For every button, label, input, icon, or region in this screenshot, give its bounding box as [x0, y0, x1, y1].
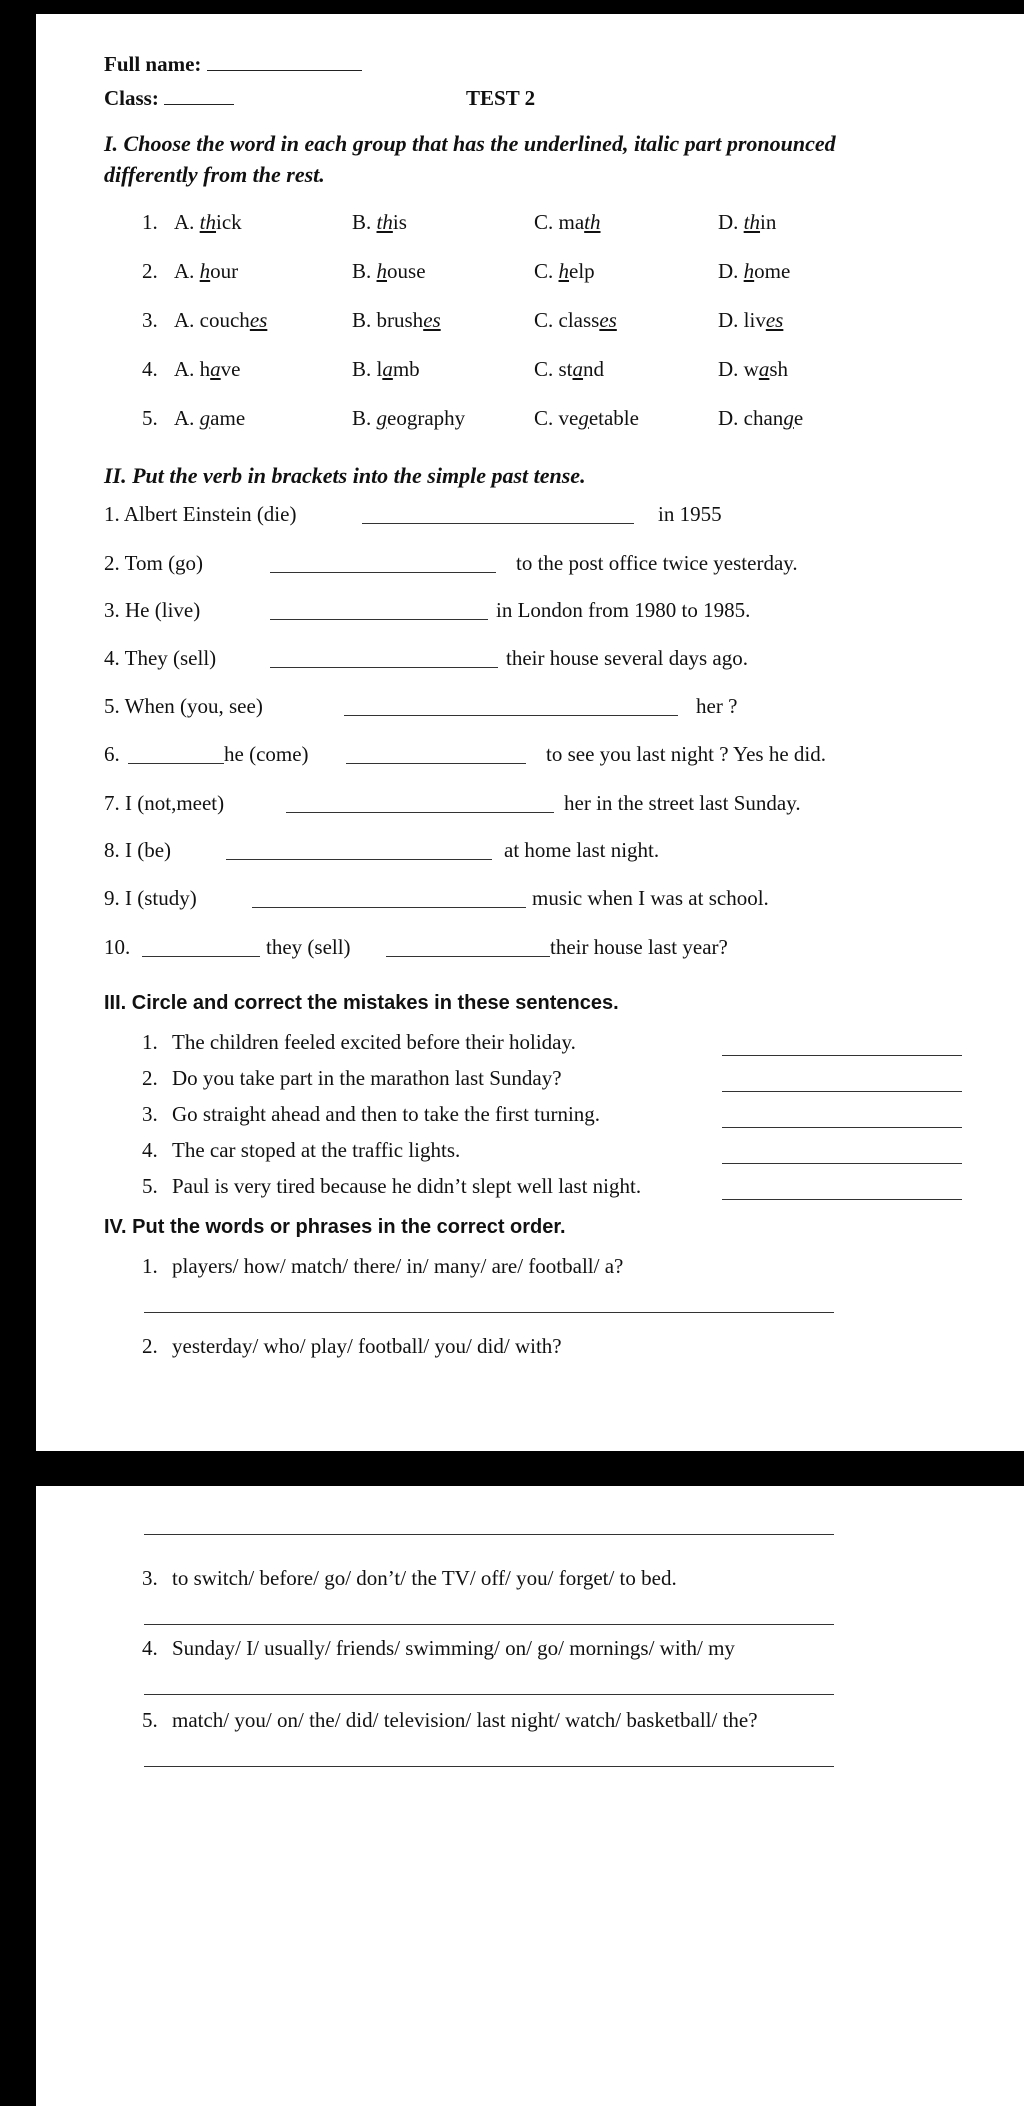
answer-line[interactable]: [144, 1624, 834, 1625]
option-text: A.: [174, 210, 200, 234]
option-a[interactable]: [174, 406, 245, 431]
option-text: B.: [352, 210, 377, 234]
item-number: 2.: [142, 1066, 158, 1090]
question-text: 7. I (not,meet): [104, 791, 225, 815]
question-text: 2. Tom (go): [104, 551, 204, 575]
option-text: A.: [174, 259, 200, 283]
option-text: B.: [352, 406, 377, 430]
question-text: 5. When (you, see): [104, 694, 263, 718]
question-text: her ?: [696, 694, 738, 718]
section1-row-number: 1.: [142, 210, 158, 234]
section1-row-number: 4.: [142, 357, 158, 381]
option-d[interactable]: [718, 357, 788, 382]
option-text: ve: [220, 357, 241, 381]
option-b[interactable]: [352, 406, 465, 431]
option-text: C. ve: [534, 406, 579, 430]
option-d[interactable]: [718, 406, 803, 431]
answer-line[interactable]: [144, 1694, 834, 1695]
option-underlined-part: g: [376, 406, 388, 430]
option-a[interactable]: [174, 357, 241, 382]
option-underlined-part: a: [758, 357, 770, 381]
option-c[interactable]: [534, 308, 617, 333]
option-c[interactable]: [534, 210, 601, 235]
option-text: our: [210, 259, 239, 283]
section3-title: III. Circle and correct the mistakes in these sentences.: [104, 992, 619, 1014]
question-text: their house last year?: [550, 935, 728, 959]
class-field: [104, 86, 234, 111]
section1-row-number: 3.: [142, 308, 158, 332]
option-underlined-part: es: [765, 308, 784, 332]
option-underlined-part: es: [423, 308, 441, 332]
class-label: Class:: [104, 86, 159, 110]
option-text: ome: [754, 259, 791, 283]
answer-line[interactable]: [144, 1312, 834, 1313]
answer-blank[interactable]: [346, 763, 526, 764]
answer-blank[interactable]: [270, 667, 498, 668]
option-c[interactable]: [534, 357, 604, 382]
worksheet-page-1: [36, 14, 1024, 1451]
option-underlined-part: g: [199, 406, 211, 430]
scrambled-words: to switch/ before/ go/ don’t/ the TV/ off/ you/ forget/ to bed.: [172, 1566, 677, 1590]
question-text: their house several days ago.: [506, 646, 749, 670]
option-text: B. l: [352, 357, 383, 381]
option-underlined-part: th: [199, 210, 217, 234]
option-b[interactable]: [352, 357, 420, 382]
option-underlined-part: th: [743, 210, 761, 234]
mistake-sentence[interactable]: The car stoped at the traffic lights.: [172, 1138, 461, 1162]
option-text: C. ma: [534, 210, 585, 234]
option-c[interactable]: [534, 259, 595, 284]
section1-title-line1: I. Choose the word in each group that has the underlined, italic part pronounced: [104, 131, 836, 156]
option-d[interactable]: [718, 210, 776, 235]
question-text: 1. Albert Einstein (die): [104, 502, 297, 526]
option-text: in: [760, 210, 777, 234]
question-text: to see you last night ? Yes he did.: [546, 742, 826, 766]
option-b[interactable]: [352, 210, 407, 235]
question-text: music when I was at school.: [532, 886, 769, 910]
option-c[interactable]: [534, 406, 639, 431]
full-name-blank[interactable]: [207, 54, 362, 71]
option-text: C. class: [534, 308, 600, 332]
item-number: 2.: [142, 1334, 158, 1358]
correction-blank[interactable]: [722, 1199, 962, 1200]
option-underlined-part: a: [572, 357, 584, 381]
item-number: 1.: [142, 1030, 158, 1054]
option-underlined-part: es: [599, 308, 617, 332]
option-text: B. brush: [352, 308, 424, 332]
question-text: they (sell): [266, 935, 351, 959]
correction-blank[interactable]: [722, 1055, 962, 1056]
option-text: mb: [392, 357, 420, 381]
question-text: in London from 1980 to 1985.: [496, 598, 751, 622]
option-text: C.: [534, 259, 559, 283]
answer-blank[interactable]: [286, 812, 554, 813]
answer-blank[interactable]: [344, 715, 678, 716]
option-text: ame: [210, 406, 246, 430]
scrambled-words: yesterday/ who/ play/ football/ you/ did/ with?: [172, 1334, 562, 1358]
answer-blank[interactable]: [252, 907, 526, 908]
section4-title: IV. Put the words or phrases in the correct order.: [104, 1216, 566, 1238]
option-text: eography: [387, 406, 466, 430]
option-text: ouse: [387, 259, 426, 283]
correction-blank[interactable]: [722, 1091, 962, 1092]
option-a[interactable]: [174, 259, 238, 284]
section2-title: II. Put the verb in brackets into the simple past tense.: [104, 463, 586, 488]
mistake-sentence[interactable]: Do you take part in the marathon last Sunday?: [172, 1066, 562, 1090]
option-text: A.: [174, 406, 200, 430]
item-number: 5.: [142, 1174, 158, 1198]
option-text: sh: [769, 357, 789, 381]
class-blank[interactable]: [164, 88, 234, 105]
option-underlined-part: th: [376, 210, 393, 234]
option-a[interactable]: [174, 308, 267, 333]
test-title: TEST 2: [466, 86, 536, 110]
question-text: 3. He (live): [104, 598, 201, 622]
option-text: A. h: [174, 357, 211, 381]
answer-blank[interactable]: [142, 956, 260, 957]
worksheet-page-2: [36, 1486, 1024, 2106]
option-text: ick: [216, 210, 242, 234]
option-text: B.: [352, 259, 377, 283]
item-number: 4.: [142, 1138, 158, 1162]
question-text: 4. They (sell): [104, 646, 217, 670]
option-text: e: [793, 406, 804, 430]
question-text: 10.: [104, 935, 131, 959]
scrambled-words: players/ how/ match/ there/ in/ many/ are/ football/ a?: [172, 1254, 624, 1278]
item-number: 3.: [142, 1102, 158, 1126]
answer-blank[interactable]: [270, 572, 496, 573]
scrambled-words: Sunday/ I/ usually/ friends/ swimming/ on/ go/ mornings/ with/ my: [172, 1636, 735, 1660]
correction-blank[interactable]: [722, 1163, 962, 1164]
option-text: A. couch: [174, 308, 250, 332]
option-underlined-part: h: [558, 259, 570, 283]
section1-title-line2: differently from the rest.: [104, 162, 325, 187]
item-number: 5.: [142, 1708, 158, 1732]
mistake-sentence[interactable]: Go straight ahead and then to take the first turning.: [172, 1102, 601, 1126]
option-text: etable: [588, 406, 639, 430]
answer-line[interactable]: [144, 1534, 834, 1535]
option-d[interactable]: [718, 308, 783, 333]
question-text: 9. I (study): [104, 886, 197, 910]
option-underlined-part: g: [578, 406, 589, 430]
option-text: elp: [569, 259, 595, 283]
option-a[interactable]: [174, 210, 242, 235]
option-text: D.: [718, 210, 744, 234]
option-text: D. liv: [718, 308, 766, 332]
section1-row-number: 5.: [142, 406, 158, 430]
option-d[interactable]: [718, 259, 790, 284]
full-name-label: Full name:: [104, 52, 202, 76]
mistake-sentence[interactable]: The children feeled excited before their holiday.: [172, 1030, 576, 1054]
item-number: 4.: [142, 1636, 158, 1660]
option-underlined-part: es: [249, 308, 268, 332]
full-name-field: [104, 52, 362, 77]
mistake-sentence[interactable]: Paul is very tired because he didn’t slept well last night.: [172, 1174, 642, 1198]
correction-blank[interactable]: [722, 1127, 962, 1128]
option-text: D.: [718, 259, 744, 283]
option-b[interactable]: [352, 308, 441, 333]
answer-blank[interactable]: [386, 956, 550, 957]
answer-blank[interactable]: [226, 859, 492, 860]
answer-line[interactable]: [144, 1766, 834, 1767]
option-b[interactable]: [352, 259, 426, 284]
answer-blank[interactable]: [270, 619, 488, 620]
option-underlined-part: a: [382, 357, 393, 381]
option-text: is: [392, 210, 407, 234]
question-text: at home last night.: [504, 838, 660, 862]
option-underlined-part: h: [376, 259, 388, 283]
question-text: 8. I (be): [104, 838, 172, 862]
option-text: C. st: [534, 357, 573, 381]
item-number: 3.: [142, 1566, 158, 1590]
option-text: D. chan: [718, 406, 784, 430]
question-text: in 1955: [658, 502, 722, 526]
scrambled-words: match/ you/ on/ the/ did/ television/ last night/ watch/ basketball/ the?: [172, 1708, 758, 1732]
option-text: D. w: [718, 357, 759, 381]
question-text: he (come): [224, 742, 309, 766]
question-text: 6.: [104, 742, 120, 766]
option-underlined-part: g: [783, 406, 794, 430]
option-underlined-part: th: [584, 210, 601, 234]
option-text: nd: [583, 357, 605, 381]
option-underlined-part: h: [743, 259, 755, 283]
question-text: to the post office twice yesterday.: [516, 551, 798, 575]
item-number: 1.: [142, 1254, 158, 1278]
question-text: her in the street last Sunday.: [564, 791, 801, 815]
section1-row-number: 2.: [142, 259, 158, 283]
option-underlined-part: a: [210, 357, 221, 381]
option-underlined-part: h: [199, 259, 211, 283]
answer-blank[interactable]: [362, 523, 634, 524]
answer-blank[interactable]: [128, 763, 224, 764]
